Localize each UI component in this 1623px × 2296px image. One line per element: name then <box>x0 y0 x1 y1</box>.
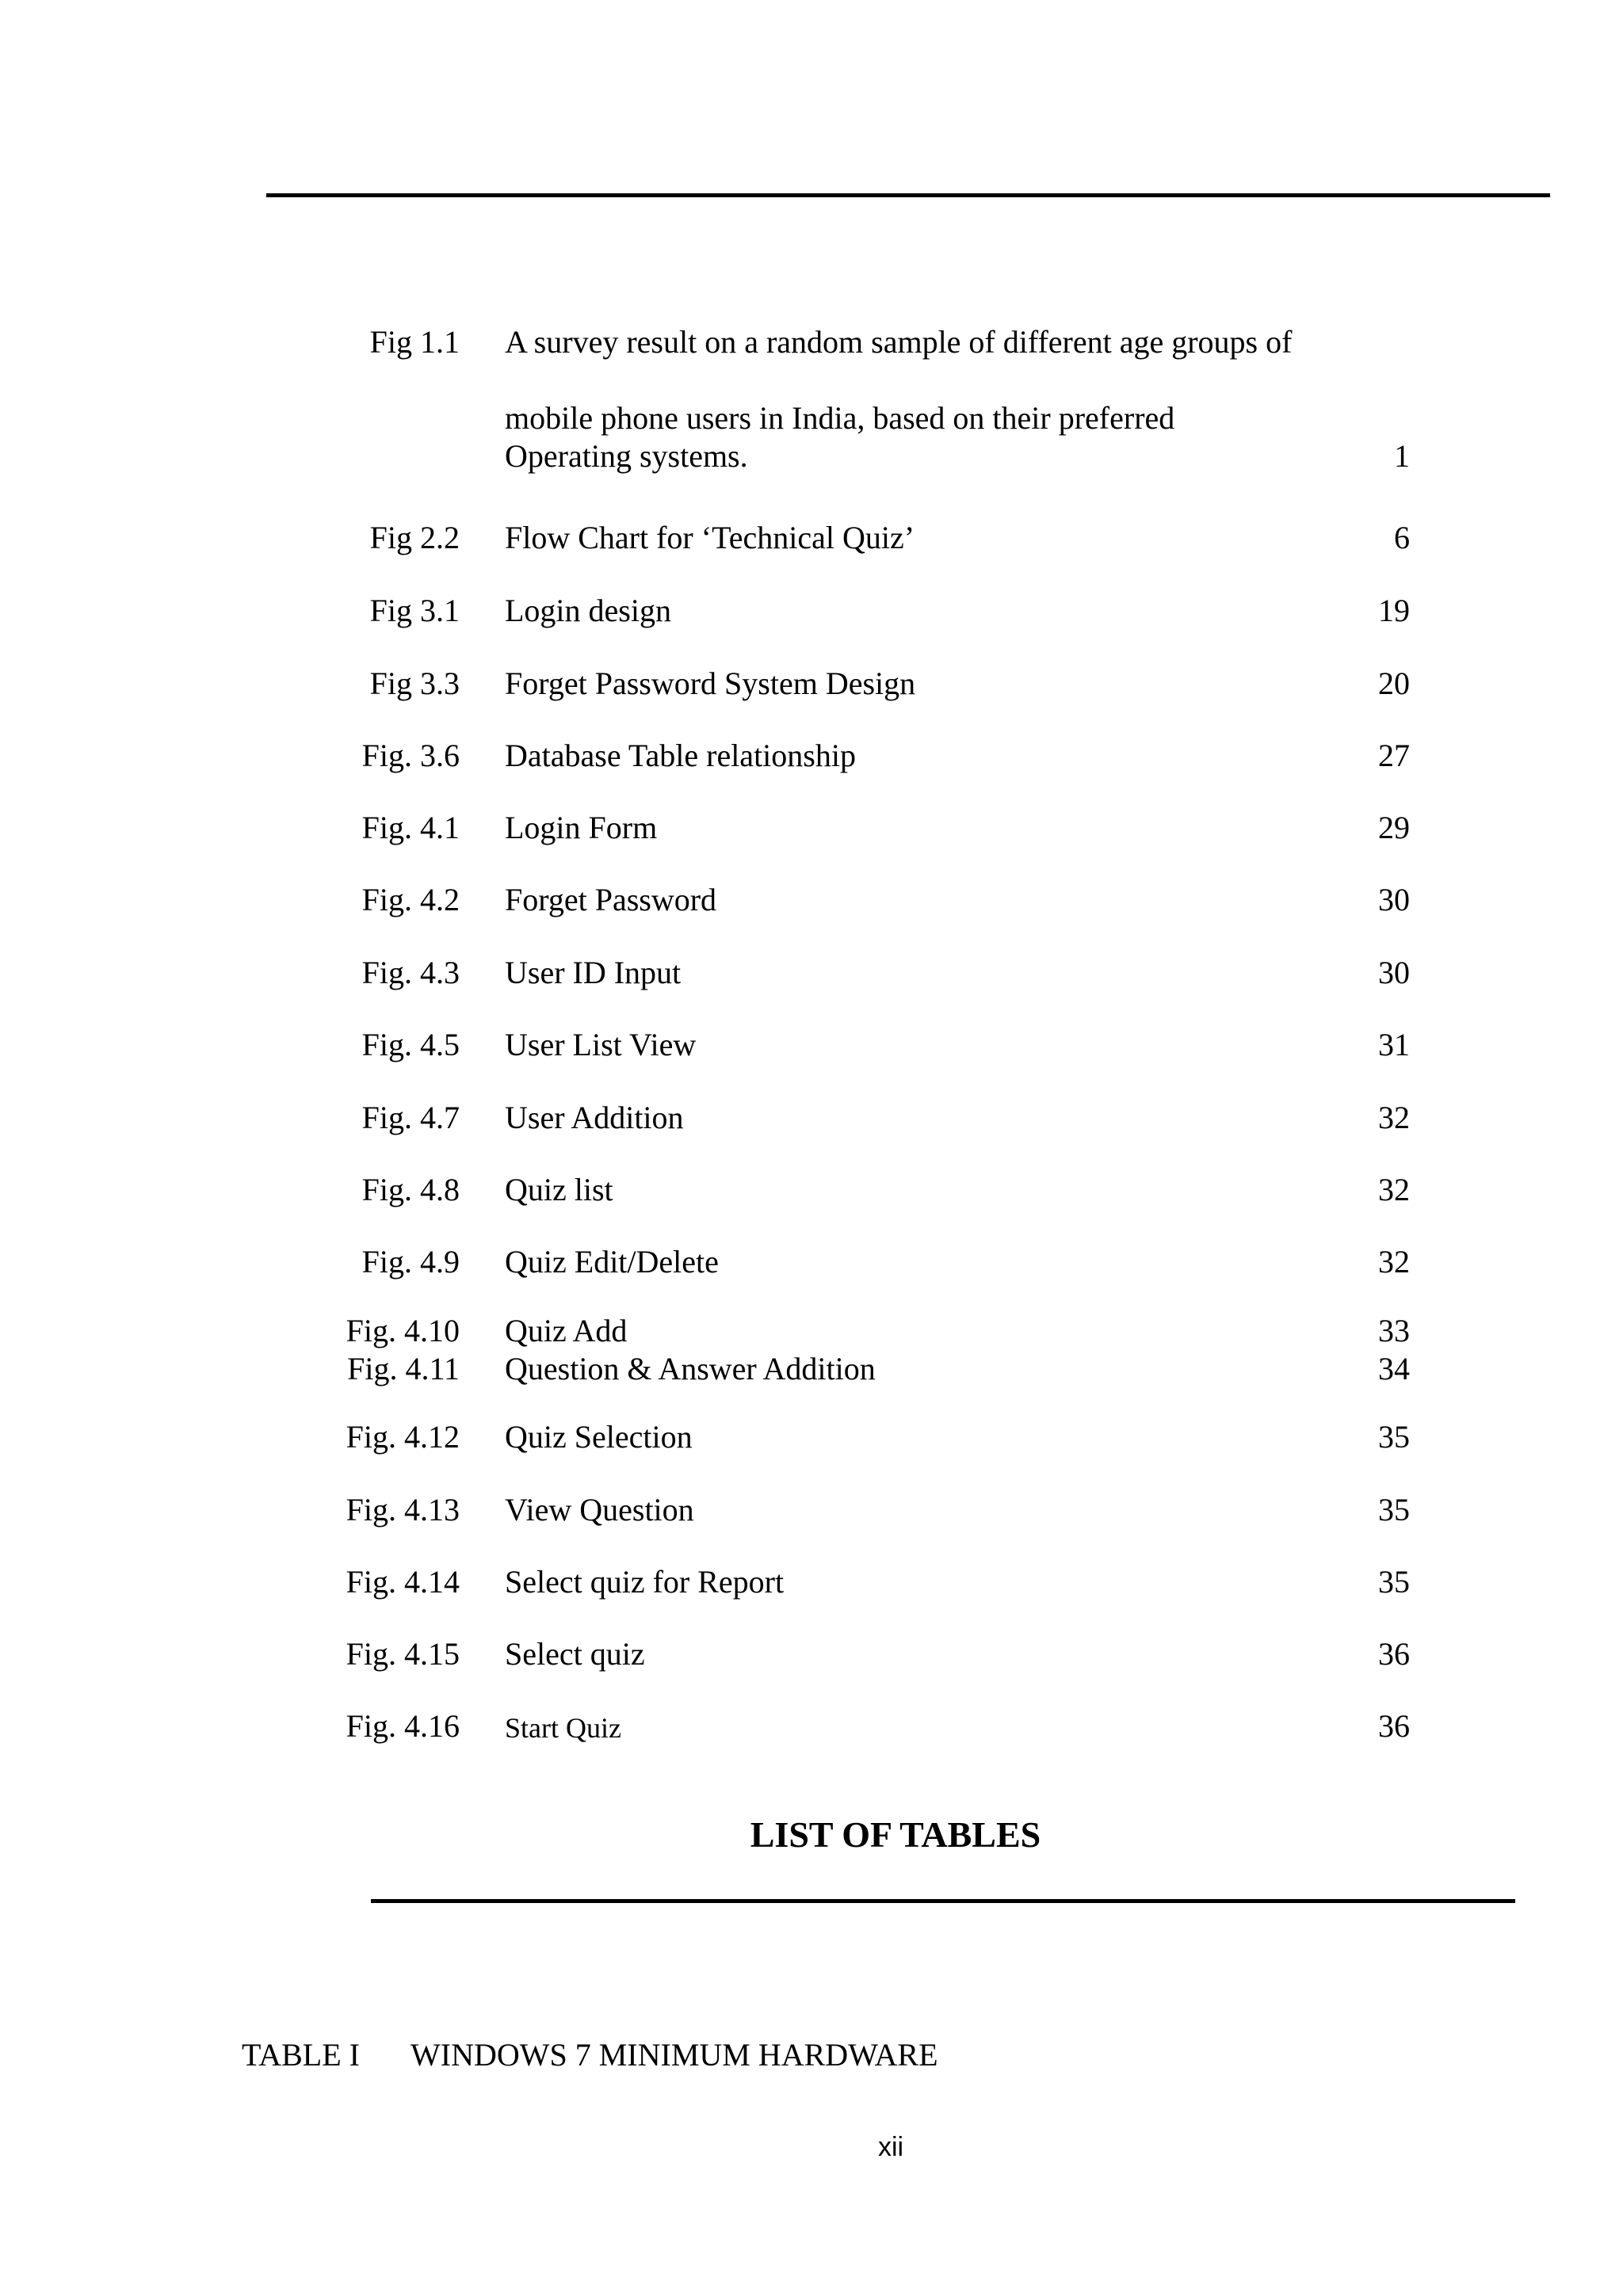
figure-title-line-2: mobile phone users in India, based on their preferred <box>505 400 1175 436</box>
table-label: TABLE I <box>242 2037 360 2073</box>
figure-page: 31 <box>1378 1027 1410 1062</box>
page-number: xii <box>877 2132 904 2162</box>
figure-title: User ID Input <box>505 955 682 990</box>
figure-page: 1 <box>1394 438 1410 474</box>
figure-page: 35 <box>1378 1492 1410 1527</box>
figure-title-line-1: A survey result on a random sample of different age groups of <box>505 324 1293 360</box>
figure-title: Quiz Add <box>505 1313 628 1348</box>
figure-title: Database Table relationship <box>505 738 856 773</box>
figure-page: 30 <box>1378 882 1410 917</box>
figure-title: User Addition <box>505 1100 684 1135</box>
figure-title: Flow Chart for ‘Technical Quiz’ <box>505 520 915 555</box>
figure-label: Fig. 4.15 <box>346 1636 460 1672</box>
figure-page: 33 <box>1378 1313 1410 1348</box>
figure-title: Quiz Selection <box>505 1419 693 1455</box>
figure-page: 27 <box>1378 738 1410 773</box>
figure-label: Fig. 4.11 <box>347 1351 460 1386</box>
figure-label: Fig 3.1 <box>369 593 460 628</box>
figure-page: 32 <box>1378 1244 1410 1280</box>
figure-title: Start Quiz <box>505 1712 621 1744</box>
table-title: WINDOWS 7 MINIMUM HARDWARE <box>411 2037 938 2073</box>
figure-title-line-3: Operating systems. <box>505 438 748 474</box>
figure-label: Fig. 4.16 <box>346 1708 460 1744</box>
figure-page: 20 <box>1378 666 1410 701</box>
figure-label: Fig 3.3 <box>369 666 460 701</box>
figure-label: Fig. 4.9 <box>361 1244 460 1280</box>
figure-label: Fig. 4.13 <box>346 1492 460 1527</box>
figure-title: Question & Answer Addition <box>505 1351 876 1386</box>
figure-page: 29 <box>1378 810 1410 845</box>
figure-label: Fig 2.2 <box>369 520 460 555</box>
top-divider <box>266 193 1550 197</box>
figure-page: 32 <box>1378 1172 1410 1207</box>
figure-label: Fig. 4.10 <box>346 1313 460 1348</box>
figure-title: Select quiz <box>505 1636 645 1672</box>
figure-page: 36 <box>1378 1636 1410 1672</box>
figure-label: Fig. 4.3 <box>361 955 460 990</box>
list-of-tables-heading: LIST OF TABLES <box>750 1814 1041 1855</box>
figure-label: Fig. 4.8 <box>361 1172 460 1207</box>
figure-page: 6 <box>1394 520 1410 555</box>
figure-page: 36 <box>1378 1708 1410 1744</box>
figure-title: Login Form <box>505 810 658 845</box>
figure-label: Fig. 4.1 <box>361 810 460 845</box>
figure-title: Quiz list <box>505 1172 613 1207</box>
figure-title: Forget Password <box>505 882 717 917</box>
figure-page: 34 <box>1378 1351 1410 1386</box>
figure-page: 19 <box>1378 593 1410 628</box>
figure-label: Fig 1.1 <box>369 324 460 360</box>
figure-title: Login design <box>505 593 671 628</box>
figure-page: 30 <box>1378 955 1410 990</box>
figure-title: Select quiz for Report <box>505 1564 785 1600</box>
tables-divider <box>371 1899 1515 1903</box>
figure-page: 35 <box>1378 1419 1410 1455</box>
figure-title: User List View <box>505 1027 697 1062</box>
figure-title: Forget Password System Design <box>505 666 916 701</box>
figure-title: View Question <box>505 1492 694 1527</box>
figure-page: 35 <box>1378 1564 1410 1600</box>
figure-label: Fig. 4.14 <box>346 1564 460 1600</box>
figure-title: Quiz Edit/Delete <box>505 1244 719 1280</box>
figure-label: Fig. 3.6 <box>361 738 460 773</box>
figure-page: 32 <box>1378 1100 1410 1135</box>
figure-label: Fig. 4.7 <box>361 1100 460 1135</box>
figure-label: Fig. 4.2 <box>361 882 460 917</box>
figure-label: Fig. 4.12 <box>346 1419 460 1455</box>
figure-label: Fig. 4.5 <box>361 1027 460 1062</box>
